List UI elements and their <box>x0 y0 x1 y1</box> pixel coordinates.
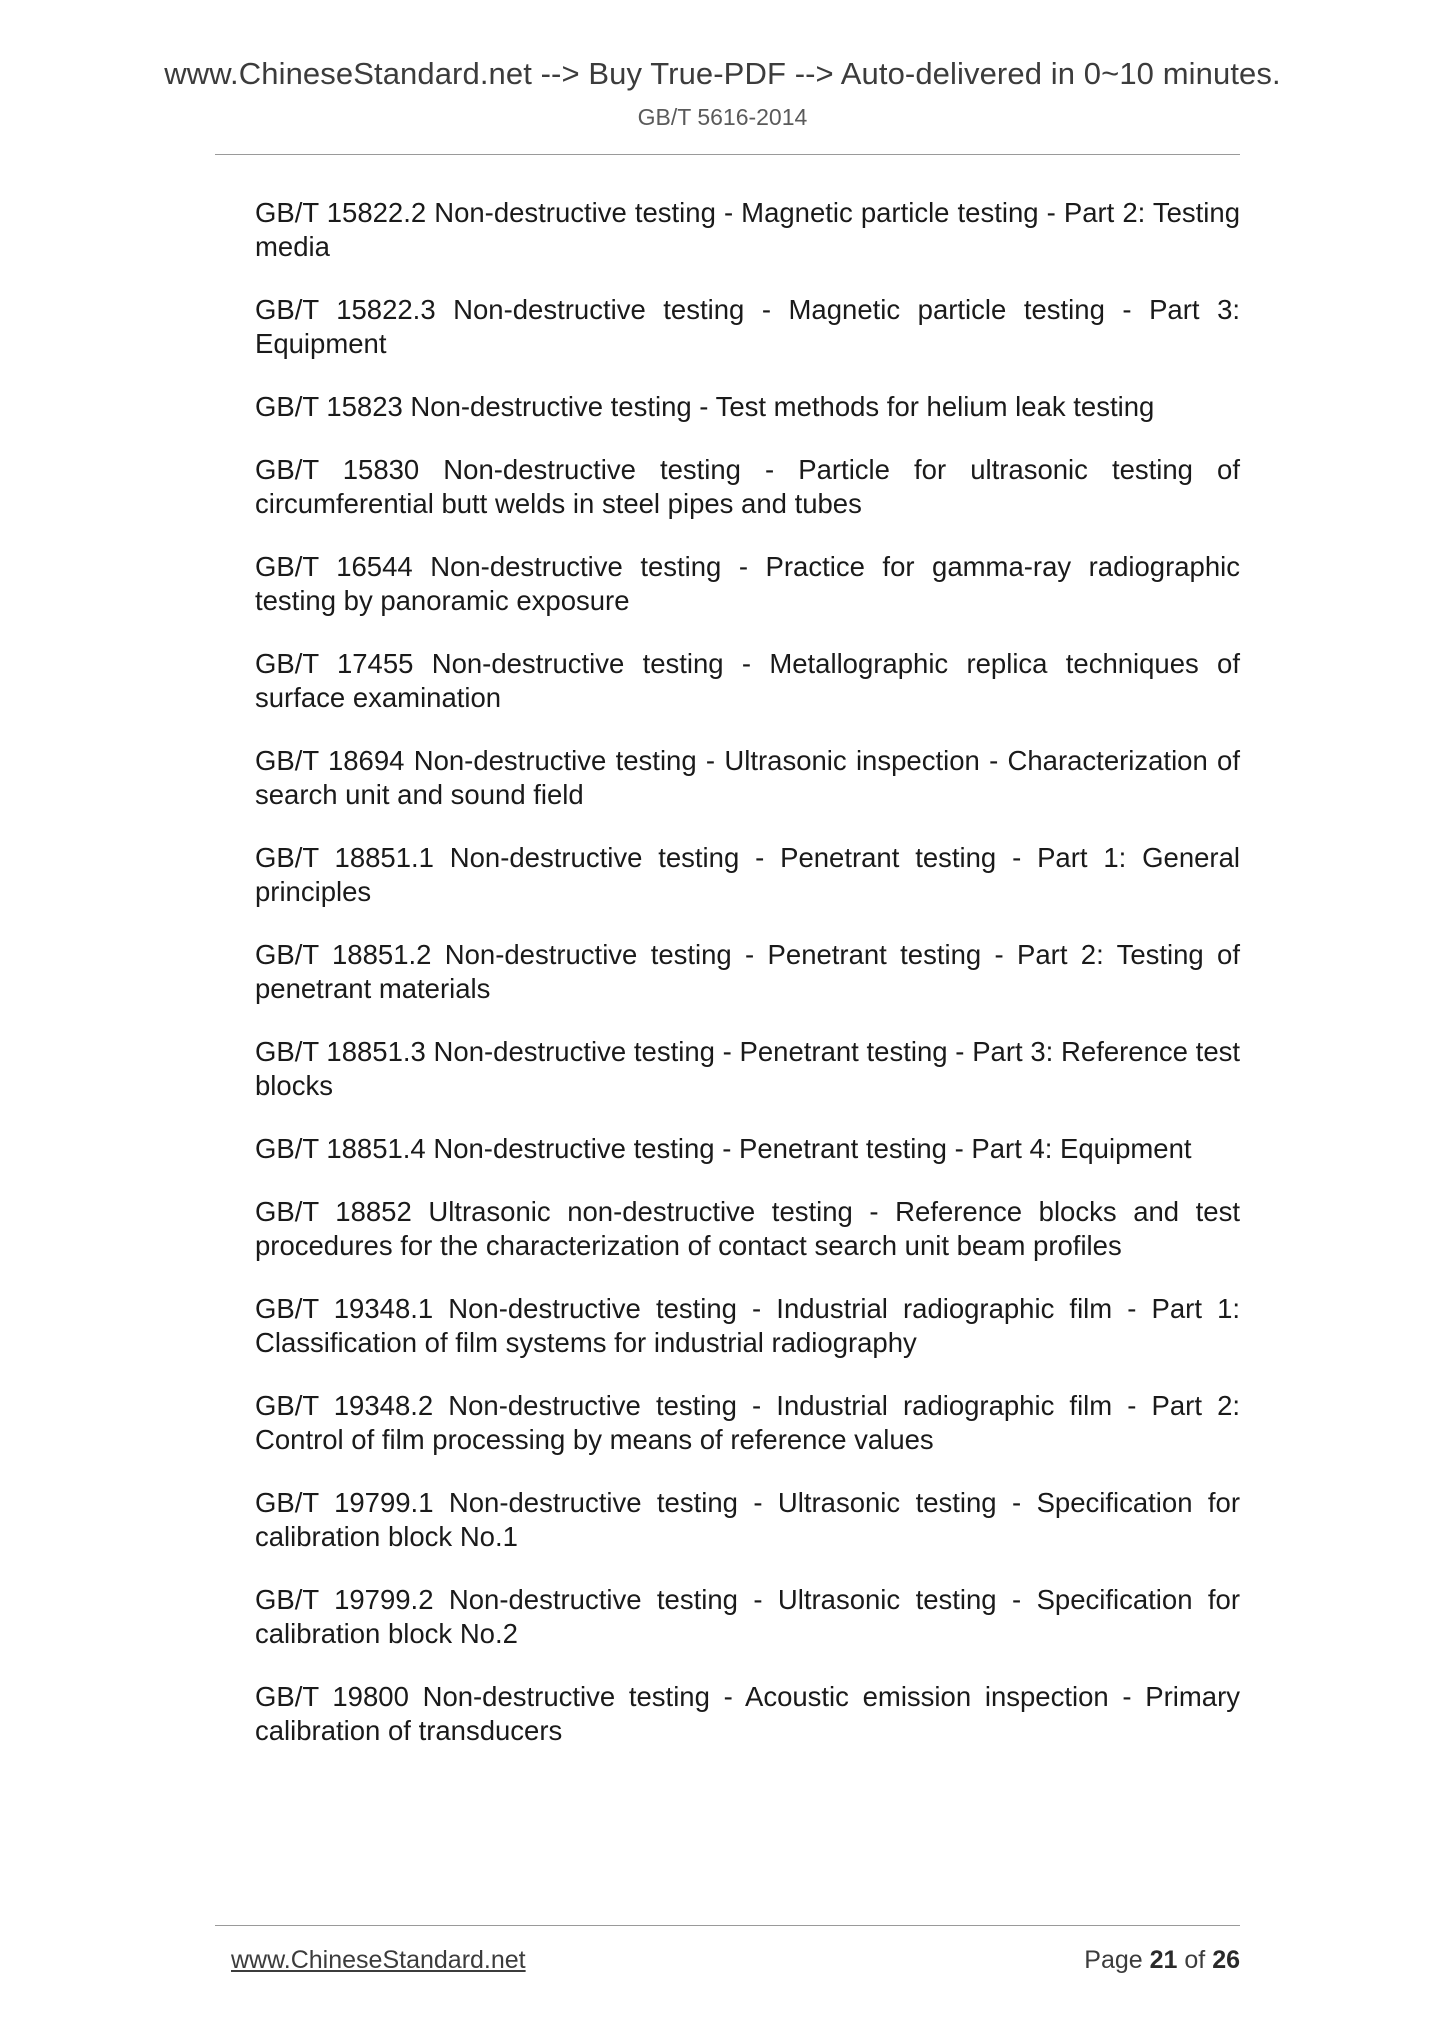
reference-entry: GB/T 18694 Non-destructive testing - Ultrasonic inspection - Characterization of search unit and sound field <box>255 745 1240 810</box>
reference-entry: GB/T 18851.2 Non-destructive testing - Penetrant testing - Part 2: Testing of penetrant materials <box>255 939 1240 1004</box>
reference-entry: GB/T 18851.1 Non-destructive testing - Penetrant testing - Part 1: General principles <box>255 842 1240 907</box>
footer-divider <box>215 1925 1240 1926</box>
reference-entry: GB/T 17455 Non-destructive testing - Metallographic replica techniques of surface examination <box>255 648 1240 713</box>
reference-entry: GB/T 19348.1 Non-destructive testing - Industrial radiographic film - Part 1: Classification of film systems for industrial radiography <box>255 1293 1240 1358</box>
reference-entry: GB/T 15830 Non-destructive testing - Particle for ultrasonic testing of circumferential butt welds in steel pipes and tubes <box>255 454 1240 519</box>
reference-entry: GB/T 15822.2 Non-destructive testing - Magnetic particle testing - Part 2: Testing media <box>255 197 1240 262</box>
page-word: Page <box>1084 1946 1143 1974</box>
header-divider <box>215 154 1240 155</box>
header-banner: www.ChineseStandard.net --> Buy True-PDF --> Auto-delivered in 0~10 minutes. <box>164 56 1281 91</box>
page-total: 26 <box>1212 1946 1240 1974</box>
reference-entry: GB/T 18851.4 Non-destructive testing - Penetrant testing - Part 4: Equipment <box>255 1133 1192 1164</box>
reference-entry: GB/T 19348.2 Non-destructive testing - Industrial radiographic film - Part 2: Control of film processing by means of reference values <box>255 1390 1240 1455</box>
page-of: of <box>1184 1946 1206 1974</box>
reference-entry: GB/T 18852 Ultrasonic non-destructive testing - Reference blocks and test procedures for the characterization of contact search unit beam profiles <box>255 1196 1240 1261</box>
reference-entry: GB/T 16544 Non-destructive testing - Practice for gamma-ray radiographic testing by panoramic exposure <box>255 551 1240 616</box>
reference-list <box>255 196 1240 1777</box>
reference-entry: GB/T 18851.3 Non-destructive testing - Penetrant testing - Part 3: Reference test blocks <box>255 1036 1240 1101</box>
page-number <box>1084 1946 1240 1975</box>
footer-site-link[interactable]: www.ChineseStandard.net <box>231 1946 526 1974</box>
page-current: 21 <box>1149 1946 1178 1974</box>
reference-entry: GB/T 15822.3 Non-destructive testing - Magnetic particle testing - Part 3: Equipment <box>255 294 1240 359</box>
reference-entry: GB/T 15823 Non-destructive testing - Test methods for helium leak testing <box>255 391 1155 422</box>
standard-code: GB/T 5616-2014 <box>637 104 808 130</box>
reference-entry: GB/T 19799.1 Non-destructive testing - Ultrasonic testing - Specification for calibration block No.1 <box>255 1487 1240 1552</box>
reference-entry: GB/T 19799.2 Non-destructive testing - Ultrasonic testing - Specification for calibration block No.2 <box>255 1584 1240 1649</box>
reference-entry: GB/T 19800 Non-destructive testing - Acoustic emission inspection - Primary calibration of transducers <box>255 1681 1240 1746</box>
